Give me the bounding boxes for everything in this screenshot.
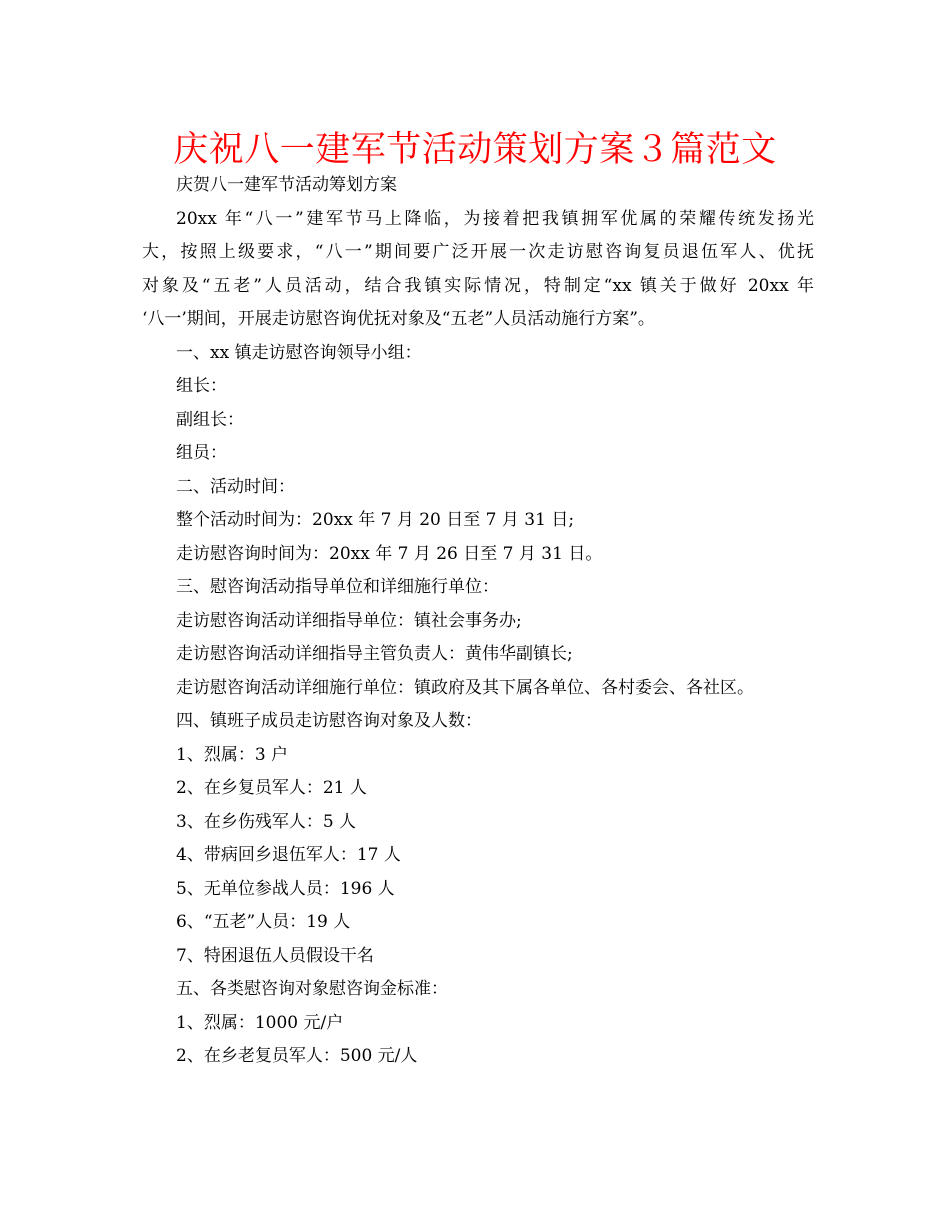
- list-item: 组长：: [176, 376, 227, 396]
- list-item: 2、在乡复员军人：21 人: [176, 778, 367, 798]
- list-item: 走访慰咨询时间为：20xx 年 7 月 26 日至 7 月 31 日。: [176, 543, 603, 564]
- list-item: 7、特困退伍人员假设干名: [176, 945, 374, 966]
- section-heading: 五、各类慰咨询对象慰咨询金标准：: [176, 979, 448, 999]
- section-heading: 三、慰咨询活动指导单位和详细施行单位：: [176, 577, 499, 597]
- list-item: 3、在乡伤残军人：5 人: [176, 811, 357, 832]
- section-heading: 二、活动时间：: [176, 476, 295, 497]
- list-item: 组员：: [176, 443, 227, 463]
- list-item: 走访慰咨询活动详细施行单位：镇政府及其下属各单位、各村委会、各社区。: [176, 677, 754, 698]
- list-item: 4、带病回乡退伍军人：17 人: [176, 845, 401, 865]
- list-item: 5、无单位参战人员：196 人: [176, 878, 395, 899]
- list-item: 1、烈属：1000 元/户: [176, 1012, 344, 1033]
- list-item: 6、“五老”人员：19 人: [176, 912, 351, 932]
- section-heading: 一、xx 镇走访慰咨询领导小组：: [176, 342, 422, 363]
- document-body: [142, 169, 814, 1074]
- subtitle-line: 庆贺八一建军节活动筹划方案: [176, 175, 397, 195]
- list-item: 2、在乡老复员军人：500 元/人: [176, 1046, 418, 1066]
- list-item: 1、烈属：3 户: [176, 744, 289, 765]
- list-item: 副组长：: [176, 409, 244, 430]
- paragraph-line: 大，按照上级要求，“八一”期间要广泛开展一次走访慰咨询复员退伍军人、优抚: [142, 242, 814, 262]
- list-item: 走访慰咨询活动详细指导单位：镇社会事务办;: [176, 610, 522, 631]
- paragraph-line: 20xx 年“八一”建军节马上降临，为接着把我镇拥军优属的荣耀传统发扬光: [176, 208, 814, 229]
- paragraph-line: ‘八一’期间，开展走访慰咨询优抚对象及“五老”人员活动施行方案”。: [142, 309, 655, 329]
- document-title: 庆祝八一建军节活动策划方案３篇范文: [173, 130, 777, 170]
- section-heading: 四、镇班子成员走访慰咨询对象及人数：: [176, 711, 482, 731]
- paragraph-line: 对象及“五老”人员活动，结合我镇实际情况，特制定“xx 镇关于做好 20xx 年: [142, 275, 814, 296]
- list-item: 整个活动时间为：20xx 年 7 月 20 日至 7 月 31 日;: [176, 510, 575, 530]
- list-item: 走访慰咨询活动详细指导主管负责人：黄伟华副镇长;: [176, 644, 573, 664]
